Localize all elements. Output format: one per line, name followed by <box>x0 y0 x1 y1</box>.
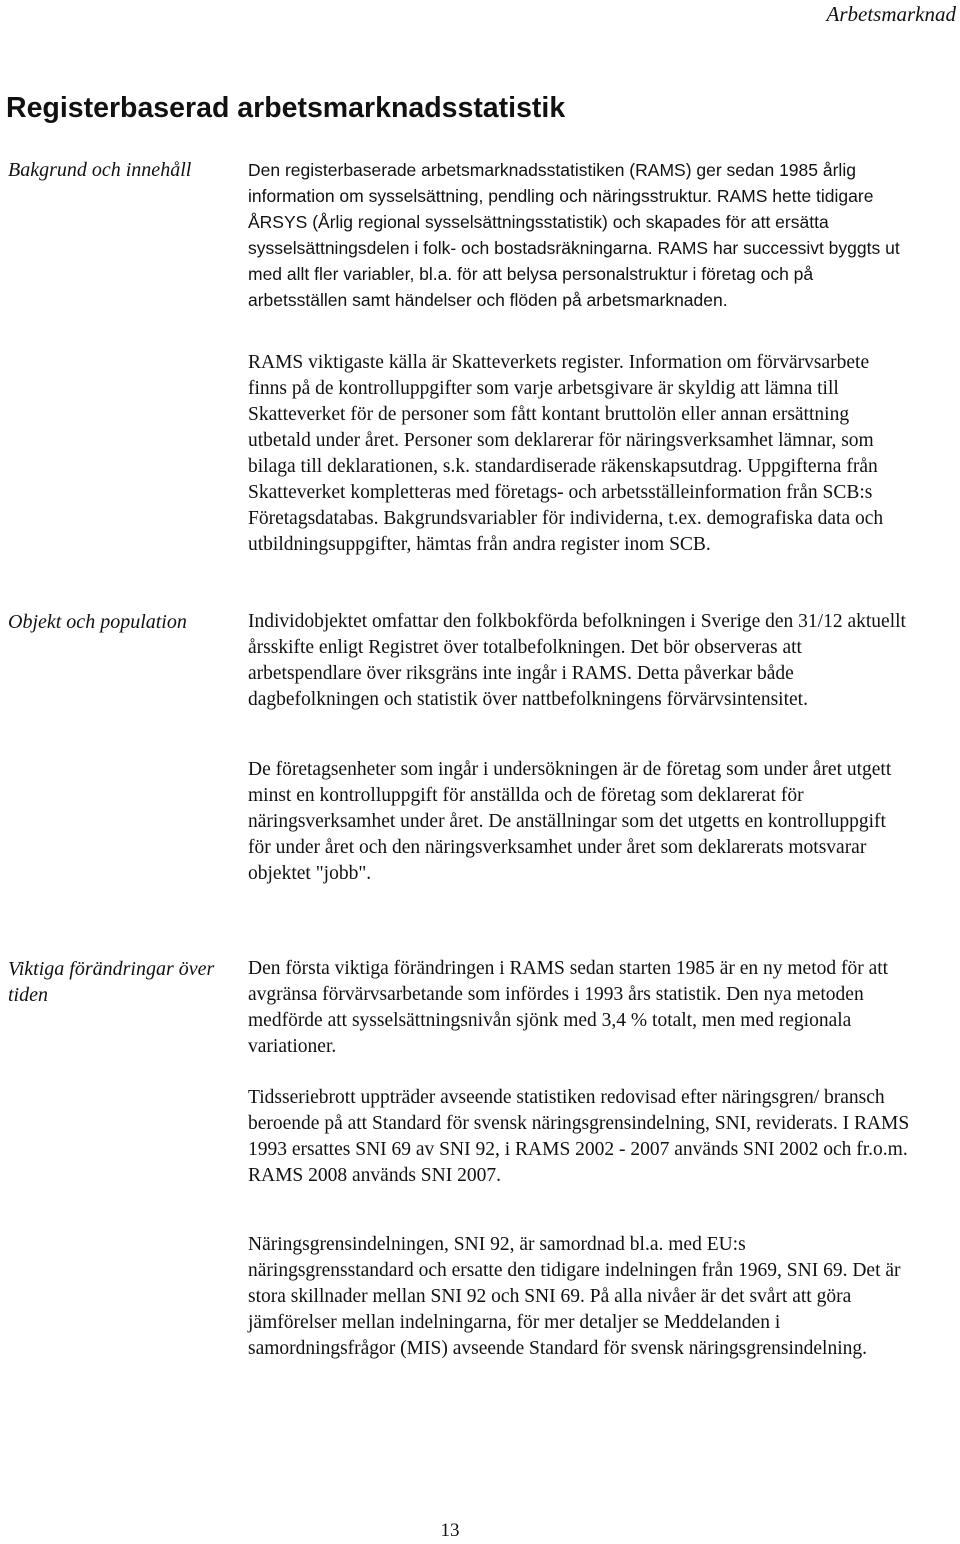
changes-paragraph-3: Näringsgrensindelningen, SNI 92, är samordnad bl.a. med EU:s näringsgrensstandard och ersatte den tidigare indelningen från 1969, SNI 69. Det är stora skillnader mellan SNI 92 och SNI 69. På alla nivåer är det svårt att göra jämförelser mellan indelningarna, för mer detaljer se Meddelanden i samordningsfrågor (MIS) avseende Standard för svensk näringsgrensindelning. <box>248 1234 901 1359</box>
running-header: Arbetsmarknad <box>826 2 956 26</box>
section-label-background: Bakgrund och innehåll <box>8 159 192 181</box>
page-title: Registerbaserad arbetsmarknadsstatistik <box>6 92 566 124</box>
background-paragraph-2: RAMS viktigaste källa är Skatteverkets register. Information om förvärvsarbete finns på de kontrolluppgifter som varje arbetsgivare är skyldig att lämna till Skatteverket för de personer som fått kontant bruttolön eller annan ersättning utbetald under året. Personer som deklarerar för näringsverksamhet lämnar, som bilaga till deklarationen, s.k. standardiserade räkenskapsutdrag. Uppgifterna från Skatteverket kompletteras med företags- och arbetsställeinformation från SCB:s Företagsdatabas. Bakgrundsvariabler för individerna, t.ex. demografiska data och utbildningsuppgifter, hämtas från andra register inom SCB. <box>248 352 884 555</box>
background-paragraph-1: Den registerbaserade arbetsmarknadsstatistiken (RAMS) ger sedan 1985 årlig information om sysselsättning, pendling och näringsstruktur. RAMS hette tidigare ÅRSYS (Årlig regional sysselsättningsstatistik) och skapades för att ersätta sysselsättningsdelen i folk- och bostadsräkningarna. RAMS har successivt byggts ut med allt fler variabler, bl.a. för att belysa personalstruktur i företag och på arbetsställen samt händelser och flöden på arbetsmarknaden. <box>248 160 900 310</box>
page-number: 13 <box>440 1520 460 1541</box>
section-label-object-population: Objekt och population <box>8 611 187 633</box>
object-paragraph-2: De företagsenheter som ingår i undersökningen är de företag som under året utgett minst en kontrolluppgift för anställda och de företag som deklarerat för näringsverksamhet under året. De anställningar som det utgetts en kontrolluppgift för under året och den näringsverksamhet under året som deklarerats motsvarar objektet "jobb". <box>248 759 892 884</box>
changes-paragraph-2: Tidsseriebrott uppträder avseende statistiken redovisad efter näringsgren/ bransch beroende på att Standard för svensk näringsgrensindelning, SNI, reviderats. I RAMS 1993 ersattes SNI 69 av SNI 92, i RAMS 2002 - 2007 används SNI 2002 och fr.o.m. RAMS 2008 används SNI 2007. <box>248 1087 910 1186</box>
object-paragraph-1: Individobjektet omfattar den folkbokförda befolkningen i Sverige den 31/12 aktuellt årsskifte enligt Registret över totalbefolkningen. Det bör observeras att arbetspendlare över riksgräns inte ingår i RAMS. Detta påverkar både dagbefolkningen och statistik över nattbefolkningens förvärvsintensitet. <box>248 611 906 710</box>
changes-paragraph-1: Den första viktiga förändringen i RAMS sedan starten 1985 är en ny metod för att avgränsa förvärvsarbetande som infördes i 1993 års statistik. Den nya metoden medförde att sysselsättningsnivån sjönk med 3,4 % totalt, men med regionala variationer. <box>248 958 889 1057</box>
section-label-changes-over-time: Viktiga förändringar över tiden <box>8 958 215 1006</box>
